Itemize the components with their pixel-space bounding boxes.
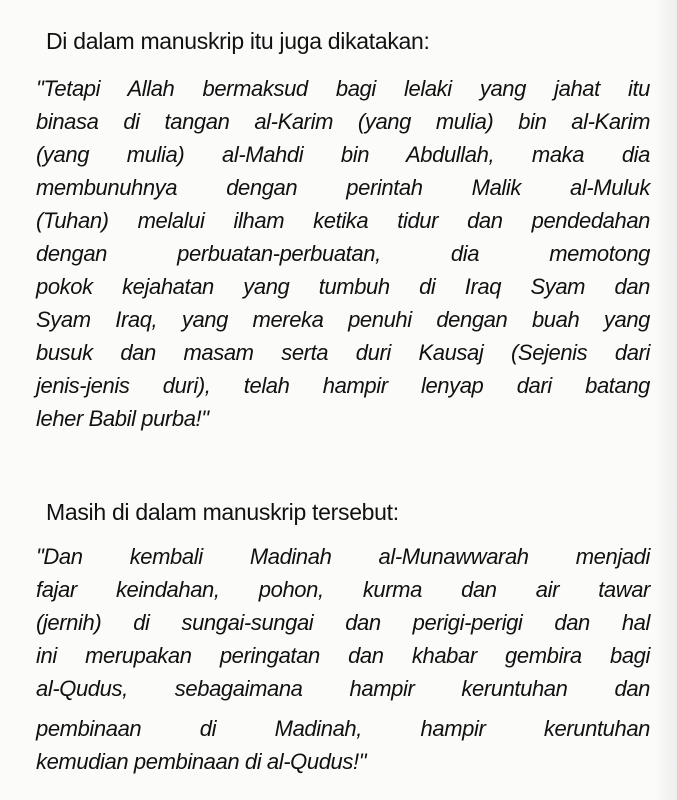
quote-line: (jernih) di sungai-sungai dan perigi-perigi dan hal <box>36 610 650 635</box>
quote-line: kemudian pembinaan di al-Qudus!" <box>36 749 367 774</box>
quote-line: busuk dan masam serta duri Kausaj (Sejenis dari <box>36 340 650 365</box>
quote-line: leher Babil purba!" <box>36 406 209 431</box>
quote-line: jenis-jenis duri), telah hampir lenyap dari batang <box>36 373 650 398</box>
quote-line: membunuhnya dengan perintah Malik al-Muluk <box>36 175 650 200</box>
quote-line: binasa di tangan al-Karim (yang mulia) bin al-Karim <box>36 109 650 134</box>
quote-line: "Tetapi Allah bermaksud bagi lelaki yang jahat itu <box>36 76 650 101</box>
section2-quote <box>36 540 650 778</box>
quote-line: pembinaan di Madinah, hampir keruntuhan <box>36 716 650 741</box>
section2-heading: Masih di dalam manuskrip tersebut: <box>46 499 399 525</box>
section1-quote <box>36 72 650 435</box>
quote-line: Syam Iraq, yang mereka penuhi dengan buah yang <box>36 307 650 332</box>
section1-heading: Di dalam manuskrip itu juga dikatakan: <box>46 28 430 54</box>
quote-line: pokok kejahatan yang tumbuh di Iraq Syam dan <box>36 274 650 299</box>
quote-line: (Tuhan) melalui ilham ketika tidur dan pendedahan <box>36 208 650 233</box>
quote-line: (yang mulia) al-Mahdi bin Abdullah, maka dia <box>36 142 650 167</box>
quote-line: ini merupakan peringatan dan khabar gembira bagi <box>36 643 650 668</box>
quote-line: al-Qudus, sebagaimana hampir keruntuhan dan <box>36 676 650 701</box>
quote-line: "Dan kembali Madinah al-Munawwarah menjadi <box>36 544 650 569</box>
quote-line: fajar keindahan, pohon, kurma dan air tawar <box>36 577 650 602</box>
page-edge-bleed <box>655 0 677 800</box>
quote-line: dengan perbuatan-perbuatan, dia memotong <box>36 241 650 266</box>
